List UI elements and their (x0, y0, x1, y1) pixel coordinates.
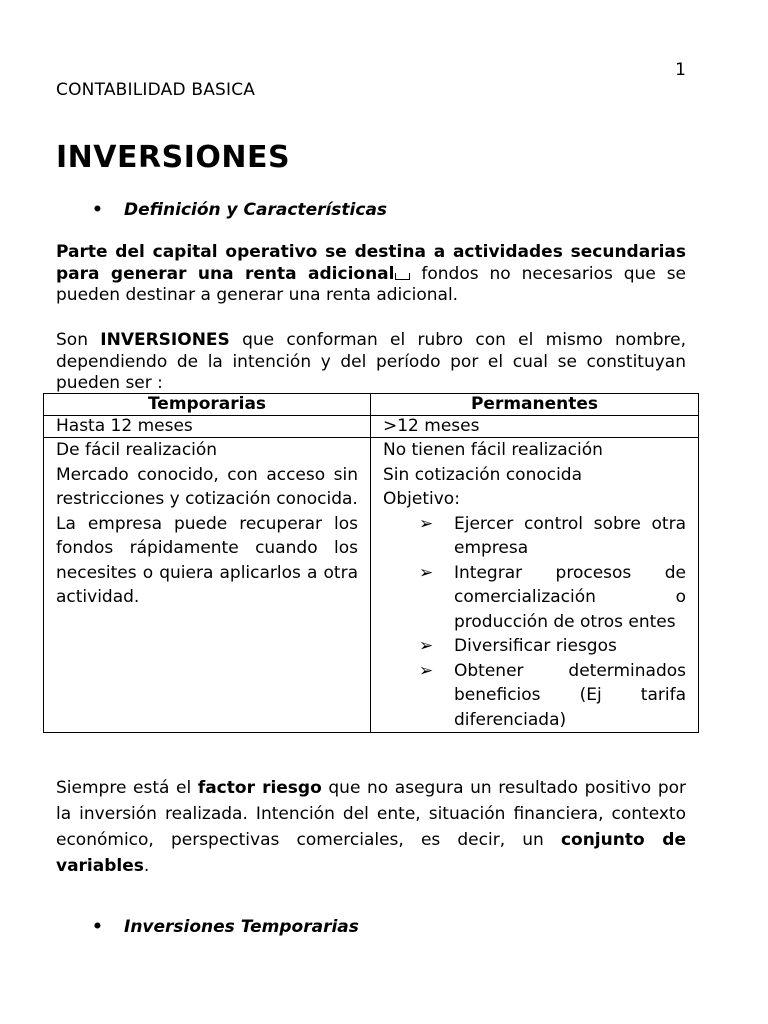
section-heading-temporarias (92, 917, 359, 937)
riesgo-paragraph (56, 775, 686, 879)
list-item (419, 659, 686, 733)
intro-bold-text: Parte del capital operativo se destina a actividades secundarias para generar una renta adicional (56, 242, 686, 284)
table-row-term (44, 416, 699, 438)
para3-text: Siempre está el (56, 778, 192, 798)
term-permanentes: >12 meses (371, 416, 699, 438)
page-number: 1 (675, 60, 686, 80)
arrow-bullet-icon: ➢ (419, 513, 434, 534)
temporarias-line: De fácil realización (56, 440, 218, 460)
para2-rest: que conforman el rubro con el mismo nombre, dependiendo de la intención y del período por el cual se constituyan pueden ser : (56, 330, 687, 393)
inversiones-paragraph (56, 330, 686, 395)
para2-prefix: Son (56, 330, 88, 350)
section-heading-text: Inversiones Temporarias (124, 917, 359, 937)
bullet-icon: • (92, 917, 103, 937)
column-header-permanentes: Permanentes (371, 394, 699, 416)
document-header: CONTABILIDAD BASICA (56, 80, 256, 100)
objetivo-text: Ejercer control sobre otra empresa (454, 513, 686, 558)
comparison-table (43, 393, 699, 733)
temporarias-line: Mercado conocido, con acceso sin restricciones y cotización conocida. (56, 464, 358, 509)
section-heading-text: Definición y Características (124, 200, 388, 220)
table-row-details (44, 438, 699, 733)
table-header-row (44, 394, 699, 416)
objetivo-text: Diversificar riesgos (454, 636, 617, 656)
arrow-bullet-icon: ➢ (419, 660, 434, 681)
term-temporarias: Hasta 12 meses (44, 416, 371, 438)
objetivo-text: Obtener determinados beneficios (Ej tarifa diferenciada) (454, 660, 686, 730)
list-item (419, 561, 686, 635)
list-item (419, 634, 686, 659)
permanentes-details (371, 438, 699, 733)
objetivos-list (383, 512, 686, 733)
para3-period: . (143, 856, 150, 876)
objetivo-text: Integrar procesos de comercialización o producción de otros entes (454, 562, 686, 632)
para2-bold: INVERSIONES (100, 330, 230, 350)
temporarias-details (44, 438, 371, 733)
temporarias-line: La empresa puede recuperar los fondos rápidamente cuando los necesites o quiera aplicarlos a otra actividad. (56, 513, 358, 607)
para3-bold-conjunto: conjunto de variables (56, 830, 686, 876)
section-heading-definicion (92, 200, 387, 220)
arrow-bullet-icon: ➢ (419, 562, 434, 583)
para3-bold-factor-riesgo: factor riesgo (197, 778, 322, 798)
permanentes-line: Sin cotización conocida (383, 464, 583, 485)
intro-rest-text: fondos no necesarios que se pueden destinar a generar una renta adicional. (56, 263, 687, 305)
intro-paragraph (56, 242, 686, 307)
list-item (419, 512, 686, 561)
para3-text: que no asegura un resultado positivo por la inversión realizada. Intención del ente, situación financiera, contexto económico, perspectivas comerciales, es decir, un (56, 778, 686, 850)
page-title: INVERSIONES (56, 140, 291, 175)
bullet-icon: • (92, 200, 103, 220)
column-header-temporarias: Temporarias (44, 394, 371, 416)
placeholder-box-icon (395, 273, 410, 280)
permanentes-line: Objetivo: (383, 489, 460, 509)
permanentes-line: No tienen fácil realización (383, 440, 603, 460)
arrow-bullet-icon: ➢ (419, 636, 434, 656)
